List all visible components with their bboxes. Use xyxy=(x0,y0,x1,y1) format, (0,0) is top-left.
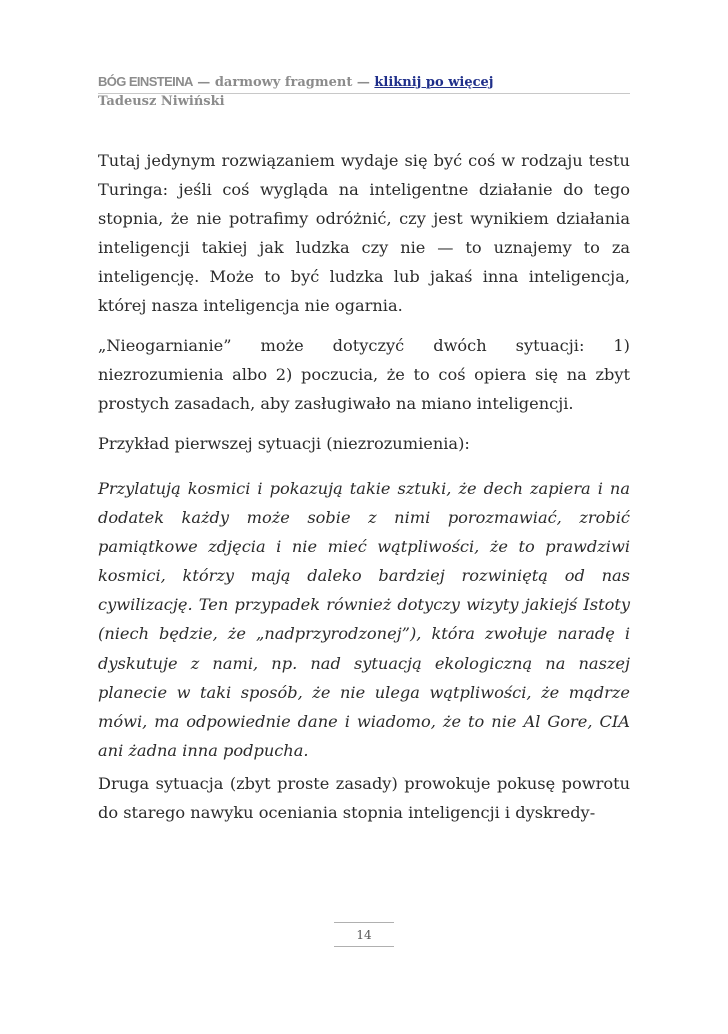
header-separator: — xyxy=(192,75,215,90)
author-name: Tadeusz Niwiński xyxy=(98,94,225,109)
footer-divider xyxy=(334,922,394,923)
paragraph: Druga sytuacja (zbyt proste zasady) prowokuje pokusę powrotu do starego nawyku oceniania stopnia inteligencji i dyskredy- xyxy=(98,773,630,822)
paragraph: „Nieogarnianie” może dotyczyć dwóch sytuacji: 1) niezrozumienia albo 2) poczucia, że to coś opiera się na zbyt prostych zasadach, aby zasługiwało na miano inteligencji. xyxy=(98,335,630,413)
book-title: BÓG EINSTEINA xyxy=(98,74,193,89)
page-body xyxy=(98,146,630,827)
page-number: 14 xyxy=(356,928,372,942)
header-separator: — xyxy=(352,75,375,90)
paragraph: Tutaj jedynym rozwiązaniem wydaje się być coś w rodzaju testu Turinga: jeśli coś wygląda na inteligentne działanie do tego stopnia, że nie potrafimy odróżnić, czy jest wynikiem działania inteligencji takiej jak ludzka czy nie — to uznajemy to za inteligencję. Może to być ludzka lub jakaś inna inteligencja, której nasza inteligencja nie ogarnia. xyxy=(98,151,630,316)
fragment-label: darmowy fragment xyxy=(214,75,353,90)
paragraph: Przykład pierwszej sytuacji (niezrozumienia): xyxy=(98,433,470,453)
more-link[interactable]: kliknij po więcej xyxy=(374,75,494,90)
running-header xyxy=(98,73,630,94)
italic-paragraph: Przylatują kosmici i pokazują takie sztuki, że dech zapiera i na dodatek każdy może sobie z nimi porozmawiać, zrobić pamiątkowe zdjęcia i nie mieć wątpliwości, że to prawdziwi kosmici, którzy mają daleko bardziej rozwiniętą od nas cywilizację. Ten przypadek również dotyczy wizyty jakiejś Istoty (niech będzie, że „nadprzyrodzonej”), która zwołuje naradę i dyskutuje z nami, np. nad sytuacją ekologiczną na naszej planecie w taki sposób, że nie ulega wątpliwości, że mądrze mówi, ma odpowiednie dane i wiadomo, że to nie Al Gore, CIA ani żadna inna podpucha. xyxy=(98,478,630,760)
footer-divider xyxy=(334,946,394,947)
